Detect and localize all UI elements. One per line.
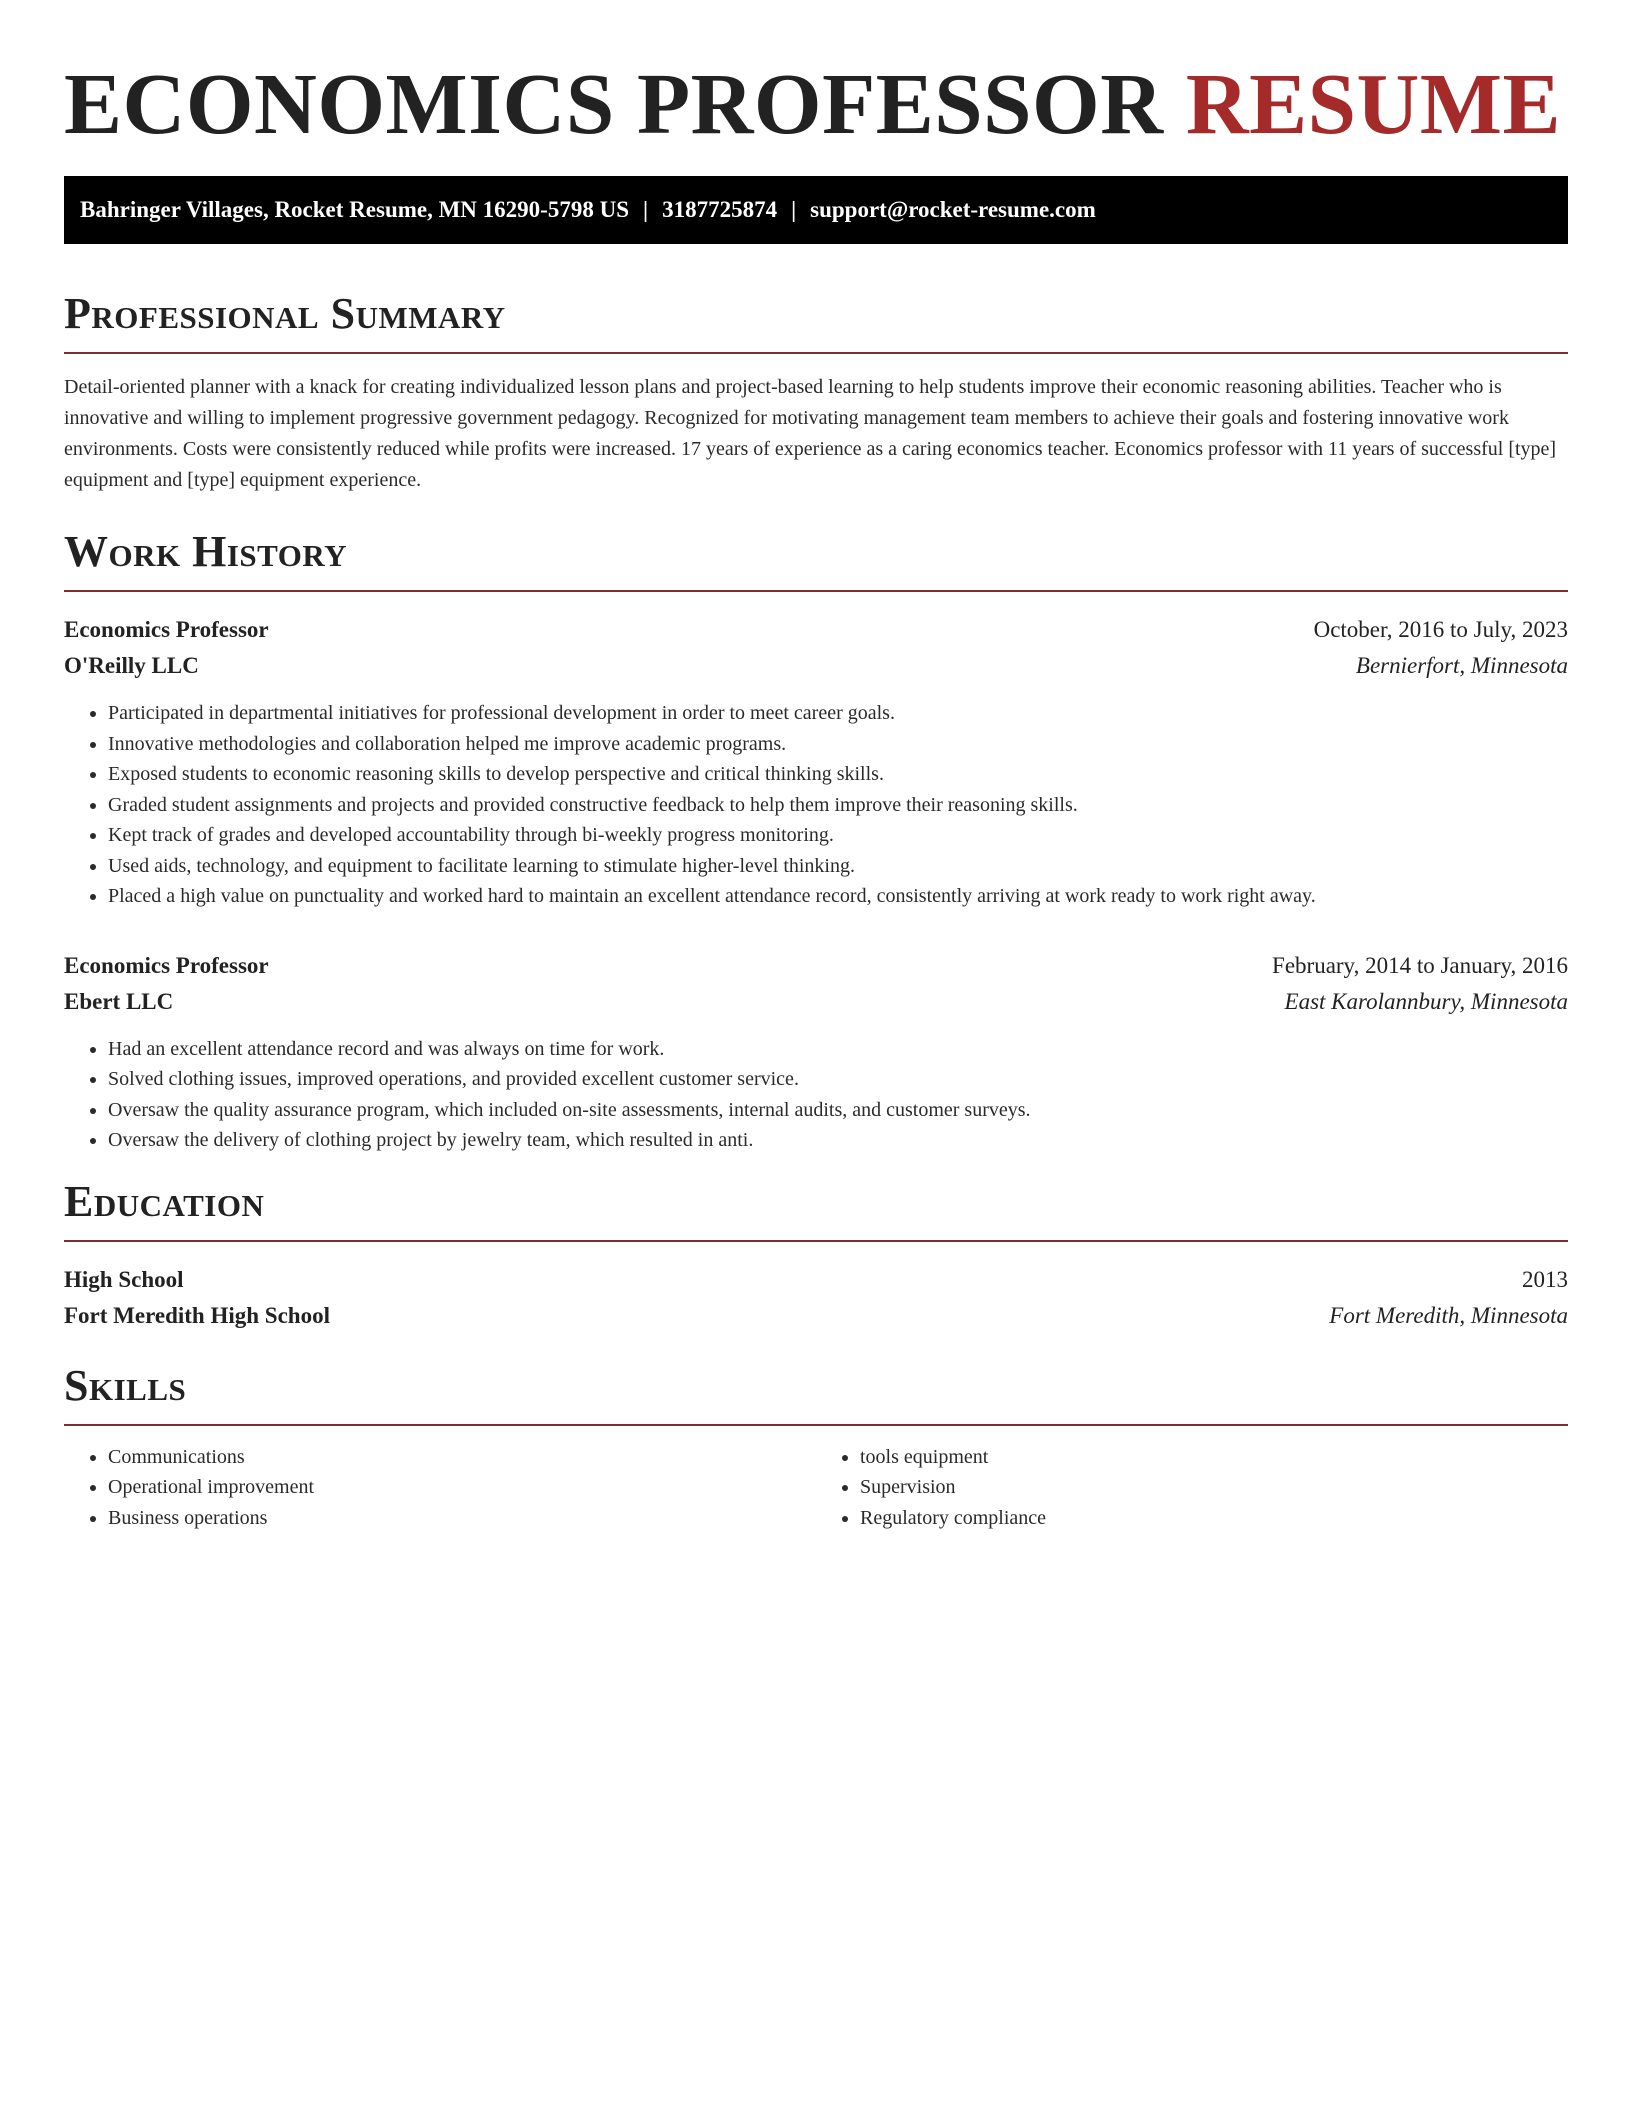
job-bullets	[64, 698, 1568, 912]
education-heading: Education	[64, 1176, 1568, 1242]
job-company: Ebert LLC	[64, 988, 174, 1014]
job-title: Economics Professor	[64, 952, 269, 978]
job-entry	[64, 948, 1568, 1156]
title-accent: RESUME	[1185, 55, 1562, 152]
education-year: 2013	[1522, 1266, 1568, 1292]
job-bullet: • Oversaw the delivery of clothing project by jewelry team, which resulted in anti.	[108, 1125, 1568, 1156]
job-company: O'Reilly LLC	[64, 653, 199, 678]
skill-item: • Business operations	[108, 1503, 816, 1534]
job-bullet: • Graded student assignments and projects and provided constructive feedback to help them improve their reasoning skills.	[108, 790, 1568, 821]
job-title: Economics Professor	[64, 617, 269, 642]
job-location: East Karolannbury, Minnesota	[1284, 988, 1568, 1014]
education-school-row	[64, 1298, 1568, 1334]
contact-email[interactable]: support@rocket-resume.com	[810, 197, 1096, 222]
skills-list-right	[816, 1442, 1568, 1534]
job-dates: February, 2014 to January, 2016	[1272, 952, 1568, 978]
work-history-section	[64, 526, 1568, 1156]
job-location: Bernierfort, Minnesota	[1355, 653, 1568, 678]
skills-lists	[64, 1442, 1568, 1534]
job-bullets	[64, 1034, 1568, 1156]
job-bullet: • Solved clothing issues, improved operations, and provided excellent customer service.	[108, 1064, 1568, 1095]
contact-phone: 3187725874	[662, 197, 778, 222]
job-bullet: • Kept track of grades and developed accountability through bi-weekly progress monitoring.	[108, 820, 1568, 851]
job-bullet: • Participated in departmental initiatives for professional development in order to meet career goals.	[108, 698, 1568, 729]
contact-bar	[64, 176, 1568, 244]
education-row	[64, 1262, 1568, 1298]
contact-separator: |	[791, 197, 797, 222]
skill-item: • Regulatory compliance	[860, 1503, 1568, 1534]
skill-item: • Operational improvement	[108, 1472, 816, 1503]
summary-section	[64, 288, 1568, 496]
job-bullet: • Had an excellent attendance record and was always on time for work.	[108, 1034, 1568, 1065]
education-section	[64, 1176, 1568, 1334]
skill-item: • tools equipment	[860, 1442, 1568, 1473]
education-degree: High School	[64, 1266, 184, 1292]
education-entry	[64, 1262, 1568, 1334]
skills-section	[64, 1360, 1568, 1534]
job-bullet: • Placed a high value on punctuality and worked hard to maintain an excellent attendance record, consistently arriving at work ready to work right away.	[108, 881, 1568, 912]
education-school: Fort Meredith High School	[64, 1302, 330, 1328]
contact-address: Bahringer Villages, Rocket Resume, MN 16290-5798 US	[80, 197, 629, 222]
summary-heading: Professional Summary	[64, 288, 1568, 354]
skill-item: • Communications	[108, 1442, 816, 1473]
job-company-row	[64, 648, 1568, 684]
job-entry	[64, 612, 1568, 912]
skills-heading: Skills	[64, 1360, 1568, 1426]
job-header-row	[64, 612, 1568, 648]
job-bullet: • Innovative methodologies and collaboration helped me improve academic programs.	[108, 729, 1568, 760]
job-dates: October, 2016 to July, 2023	[1313, 617, 1568, 642]
job-bullet: • Oversaw the quality assurance program, which included on-site assessments, internal audits, and customer surveys.	[108, 1095, 1568, 1126]
summary-text: Detail-oriented planner with a knack for creating individualized lesson plans and project-based learning to help students improve their economic reasoning abilities. Teacher who is innovative and willing to implement progressive government pedagogy. Recognized for motivating management team members to achieve their goals and fostering innovative work environments. Costs were consistently reduced while profits were increased. 17 years of experience as a caring economics teacher. Economics professor with 11 years of successful [type] equipment and [type] equipment experience.	[64, 376, 1557, 491]
job-bullet: • Used aids, technology, and equipment to facilitate learning to stimulate higher-level thinking.	[108, 851, 1568, 882]
skills-list-left	[64, 1442, 816, 1534]
job-header-row	[64, 948, 1568, 984]
resume-title	[64, 0, 1568, 176]
education-location: Fort Meredith, Minnesota	[1329, 1302, 1568, 1328]
skill-item: • Supervision	[860, 1472, 1568, 1503]
job-company-row	[64, 984, 1568, 1020]
contact-separator: |	[642, 197, 649, 222]
work-history-heading: Work History	[64, 526, 1568, 592]
title-main: ECONOMICS PROFESSOR	[64, 55, 1164, 152]
job-bullet: • Exposed students to economic reasoning skills to develop perspective and critical thinking skills.	[108, 759, 1568, 790]
